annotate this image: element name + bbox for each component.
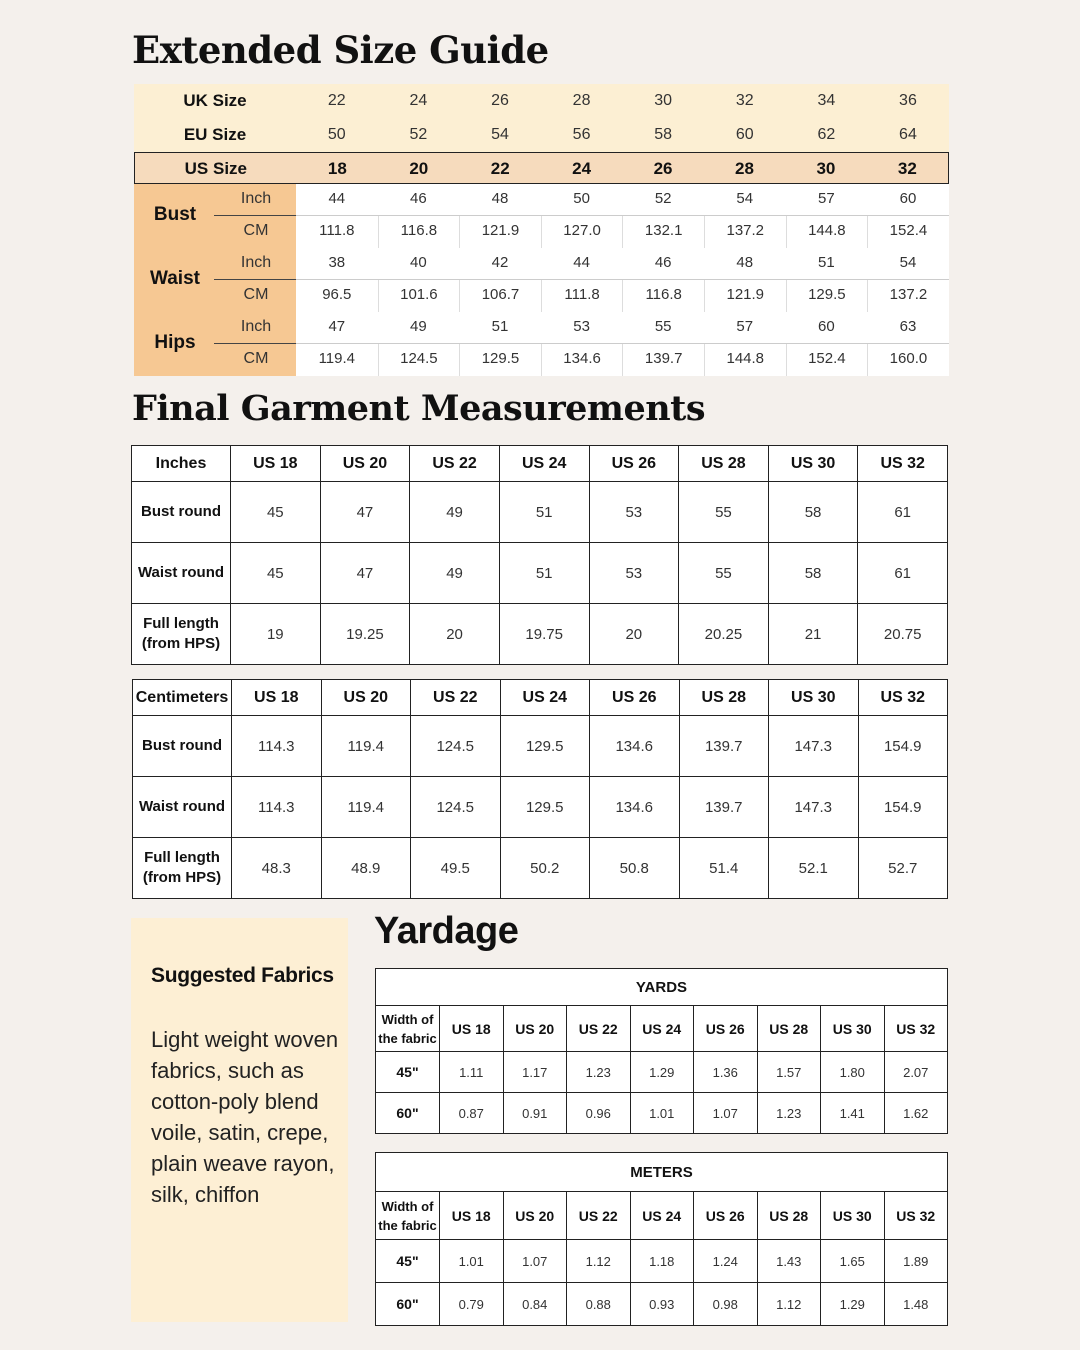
measure-block-bust [134,184,949,248]
value-cell: 58 [768,482,858,543]
value-cell: 139.7 [679,716,769,777]
uk-size-cell: 24 [409,92,428,109]
value-cell: 47 [320,482,410,543]
fabric-width-label: 45" [376,1240,440,1283]
header-row [376,1192,948,1240]
us-size-row [134,152,949,184]
size-header: US 26 [589,446,679,482]
table-row [132,604,948,665]
value-cell: 129.5 [500,777,590,838]
row-label [132,543,231,604]
value-cell: 20 [589,604,679,665]
value-cell: 154.9 [858,777,948,838]
us-size-cell: 22 [490,159,510,178]
row-label-line: Bust round [141,503,221,520]
value-cell: 1.29 [630,1052,694,1093]
row-label-line: Full length [143,615,219,632]
uk-size-cell: 22 [327,92,346,109]
value-cell: 0.87 [440,1093,504,1134]
us-size-cell: 30 [816,159,836,178]
yardage-title: Yardage [374,910,519,952]
value-cell: 20 [410,604,500,665]
value-cell: 1.24 [694,1240,758,1283]
value-cell: 0.79 [440,1283,504,1326]
size-guide-table [134,84,949,377]
row-label [133,777,232,838]
value-cell: 61 [858,543,948,604]
size-header: US 20 [503,1006,567,1052]
value-cell: 51 [499,482,589,543]
value-cell: 1.29 [821,1283,885,1326]
unit-divider [214,279,296,280]
size-header: US 18 [232,680,322,716]
us-size-cell: 18 [327,159,347,178]
unit-cm-label: CM [243,222,269,239]
inch-value: 51 [491,318,509,335]
size-header: US 18 [231,446,321,482]
size-header: US 24 [499,446,589,482]
size-header: US 28 [679,680,769,716]
uk-size-cell: 32 [735,92,754,109]
inch-values-row [296,184,949,216]
cm-value: 134.6 [541,344,623,376]
size-header: US 30 [821,1006,885,1052]
value-cell: 154.9 [858,716,948,777]
inch-value: 48 [736,254,754,271]
unit-inch-label: Inch [240,254,272,271]
size-header: US 28 [679,446,769,482]
size-header: US 20 [320,446,410,482]
unit-divider [214,215,296,216]
value-cell: 1.43 [757,1240,821,1283]
value-cell: 49 [410,482,500,543]
size-header: US 24 [500,680,590,716]
value-cell: 58 [768,543,858,604]
suggested-fabrics-title: Suggested Fabrics [151,964,334,987]
cm-value: 124.5 [378,344,460,376]
row-label-line: (from HPS) [141,635,221,652]
size-header: US 28 [757,1006,821,1052]
measure-name: Hips [154,332,196,353]
value-cell: 1.41 [821,1093,885,1134]
final-garment-title: Final Garment Measurements [132,388,706,429]
cm-value: 132.1 [622,216,704,248]
garment-inches-table [131,445,948,665]
value-cell: 1.17 [503,1052,567,1093]
value-cell: 2.07 [884,1052,948,1093]
measure-block-waist [134,248,949,312]
unit-cm-label: CM [243,286,269,303]
value-cell: 20.75 [858,604,948,665]
unit-header: Centimeters [133,680,232,716]
value-cell: 134.6 [590,777,680,838]
eu-size-label: EU Size [183,125,247,144]
size-header: US 30 [769,680,859,716]
value-cell: 119.4 [321,777,411,838]
inch-value: 49 [410,318,427,335]
value-cell: 48.3 [232,838,322,899]
inch-value: 48 [491,190,509,207]
unit-inch-label: Inch [240,318,272,335]
inch-value: 50 [573,190,590,207]
value-cell: 129.5 [500,716,590,777]
cm-values-row [296,280,949,312]
value-cell: 134.6 [590,716,680,777]
table-row [376,1052,948,1093]
width-of-fabric-label: Width of the fabric [376,1192,440,1240]
garment-cm-table [132,679,948,899]
inch-value: 42 [491,254,509,271]
eu-size-cell: 54 [491,126,509,143]
cm-value: 144.8 [786,216,868,248]
cm-value: 137.2 [704,216,786,248]
yardage-caption: METERS [376,1153,948,1192]
measure-values [296,312,949,376]
cm-value: 160.0 [867,344,949,376]
size-header: US 32 [858,446,948,482]
size-header: US 18 [440,1192,504,1240]
measure-values [296,184,949,248]
eu-size-cell: 64 [899,126,917,143]
measure-name: Waist [150,268,200,289]
header-row [132,446,948,482]
cm-value: 121.9 [459,216,541,248]
size-header: US 30 [768,446,858,482]
unit-divider [214,343,296,344]
row-label [133,716,232,777]
value-cell: 20.25 [679,604,769,665]
inch-value: 47 [328,318,346,335]
eu-size-cell: 62 [817,126,836,143]
cm-value: 152.4 [786,344,868,376]
value-cell: 51 [499,543,589,604]
value-cell: 114.3 [232,716,322,777]
value-cell: 19.75 [499,604,589,665]
inch-value: 40 [410,254,427,271]
inch-value: 46 [654,254,672,271]
value-cell: 0.88 [567,1283,631,1326]
header-row [133,680,948,716]
cm-values-row [296,216,949,248]
cm-value: 111.8 [319,222,355,239]
table-row [132,482,948,543]
size-header: US 22 [567,1192,631,1240]
row-label-line: Bust round [142,737,222,754]
row-label-line: Waist round [137,564,225,581]
cm-value: 116.8 [622,280,704,312]
cm-value: 111.8 [541,280,623,312]
cm-value: 101.6 [378,280,460,312]
measure-label-block [134,312,296,376]
table-row [376,1240,948,1283]
us-size-label: US Size [184,159,247,178]
value-cell: 52.7 [858,838,948,899]
inch-values-row [296,248,949,280]
value-cell: 45 [231,482,321,543]
inch-value: 57 [736,318,754,335]
cm-value: 121.9 [704,280,786,312]
inch-value: 60 [899,190,917,207]
size-header: US 24 [630,1006,694,1052]
cm-value: 139.7 [622,344,704,376]
eu-size-cell: 58 [654,126,673,143]
value-cell: 50.2 [500,838,590,899]
row-label-line: Waist round [138,798,226,815]
value-cell: 124.5 [411,777,501,838]
table-row [133,716,948,777]
uk-size-row [134,84,949,118]
inch-value: 46 [410,190,427,207]
value-cell: 61 [858,482,948,543]
size-header: US 20 [503,1192,567,1240]
size-header: US 32 [858,680,948,716]
value-cell: 1.62 [884,1093,948,1134]
value-cell: 1.48 [884,1283,948,1326]
row-label [133,838,232,899]
table-row [376,1093,948,1134]
size-header: US 28 [757,1192,821,1240]
size-header: US 30 [821,1192,885,1240]
cm-value: 116.8 [378,216,460,248]
value-cell: 1.57 [757,1052,821,1093]
value-cell: 51.4 [679,838,769,899]
size-header: US 20 [321,680,411,716]
value-cell: 53 [589,482,679,543]
table-row [376,1283,948,1326]
uk-size-cell: 28 [572,92,591,109]
suggested-fabrics-text: Light weight woven fabrics, such as cotton-poly blend voile, satin, crepe, plain weave rayon, silk, chiffon [151,1027,339,1207]
value-cell: 1.11 [440,1052,504,1093]
value-cell: 0.96 [567,1093,631,1134]
table-row [133,838,948,899]
value-cell: 147.3 [769,777,859,838]
eu-size-cell: 52 [409,126,428,143]
size-header: US 22 [410,446,500,482]
value-cell: 55 [679,543,769,604]
inch-value: 44 [328,190,346,207]
us-size-cell: 20 [409,159,429,178]
measure-label-block [134,184,296,248]
yardage-caption: YARDS [376,969,948,1006]
eu-size-cell: 60 [735,126,754,143]
value-cell: 1.12 [567,1240,631,1283]
uk-size-cell: 34 [817,92,836,109]
eu-size-cell: 50 [327,126,346,143]
value-cell: 1.89 [884,1240,948,1283]
value-cell: 139.7 [679,777,769,838]
value-cell: 1.23 [757,1093,821,1134]
inch-value: 44 [573,254,590,271]
header-row [376,1006,948,1052]
value-cell: 1.23 [567,1052,631,1093]
value-cell: 147.3 [769,716,859,777]
fabric-width-label: 60" [376,1283,440,1326]
cm-value: 127.0 [541,216,623,248]
uk-size-label: UK Size [183,91,247,110]
cm-value: 96.5 [322,286,352,303]
value-cell: 19.25 [320,604,410,665]
inch-value: 60 [818,318,835,335]
size-header: US 32 [884,1006,948,1052]
size-header: US 32 [884,1192,948,1240]
inch-value: 54 [899,254,917,271]
uk-size-cell: 36 [899,92,917,109]
cm-value: 129.5 [786,280,868,312]
value-cell: 1.12 [757,1283,821,1326]
yardage-meters-table [375,1152,948,1326]
value-cell: 21 [768,604,858,665]
value-cell: 50.8 [590,838,680,899]
cm-value: 144.8 [704,344,786,376]
value-cell: 119.4 [321,716,411,777]
unit-header: Inches [132,446,231,482]
value-cell: 1.80 [821,1052,885,1093]
measure-name: Bust [153,204,197,225]
value-cell: 124.5 [411,716,501,777]
inch-value: 52 [654,190,672,207]
inch-value: 57 [818,190,835,207]
cm-value: 119.4 [318,350,356,367]
cm-value: 137.2 [867,280,949,312]
value-cell: 52.1 [769,838,859,899]
value-cell: 1.07 [694,1093,758,1134]
inch-value: 38 [328,254,346,271]
size-header: US 22 [411,680,501,716]
size-guide-title: Extended Size Guide [132,28,549,72]
value-cell: 45 [231,543,321,604]
value-cell: 1.18 [630,1240,694,1283]
yardage-yards-table [375,968,948,1134]
row-label-line: (from HPS) [142,869,222,886]
caption-row [376,1153,948,1192]
size-header: US 26 [694,1192,758,1240]
value-cell: 1.36 [694,1052,758,1093]
unit-cm-label: CM [243,350,269,367]
cm-value: 106.7 [459,280,541,312]
value-cell: 114.3 [232,777,322,838]
value-cell: 49 [410,543,500,604]
value-cell: 0.91 [503,1093,567,1134]
row-label [132,482,231,543]
measure-block-hips [134,312,949,376]
us-size-cell: 28 [735,159,754,178]
us-size-cell: 26 [653,159,673,178]
inch-value: 55 [654,318,672,335]
size-header: US 18 [440,1006,504,1052]
uk-size-cell: 26 [491,92,509,109]
value-cell: 49.5 [411,838,501,899]
caption-row [376,969,948,1006]
value-cell: 0.98 [694,1283,758,1326]
table-row [132,543,948,604]
us-size-cell: 32 [897,159,917,178]
value-cell: 48.9 [321,838,411,899]
value-cell: 0.84 [503,1283,567,1326]
value-cell: 53 [589,543,679,604]
measure-label-block [134,248,296,312]
value-cell: 0.93 [630,1283,694,1326]
inch-value: 63 [899,318,917,335]
row-label [132,604,231,665]
cm-value: 129.5 [459,344,541,376]
value-cell: 1.01 [630,1093,694,1134]
value-cell: 55 [679,482,769,543]
value-cell: 1.01 [440,1240,504,1283]
us-size-cell: 24 [572,159,592,178]
uk-size-cell: 30 [654,92,673,109]
row-label-line: Full length [144,849,220,866]
eu-size-cell: 56 [572,126,591,143]
unit-inch-label: Inch [240,190,272,207]
inch-value: 53 [573,318,590,335]
cm-value: 152.4 [867,216,949,248]
eu-size-row [134,118,949,152]
value-cell: 19 [231,604,321,665]
suggested-fabrics-panel [131,918,348,1322]
fabric-width-label: 60" [376,1093,440,1134]
size-header: US 24 [630,1192,694,1240]
value-cell: 1.07 [503,1240,567,1283]
size-header: US 26 [590,680,680,716]
cm-values-row [296,344,949,376]
inch-values-row [296,312,949,344]
measure-values [296,248,949,312]
table-row [133,777,948,838]
width-of-fabric-label: Width of the fabric [376,1006,440,1052]
value-cell: 47 [320,543,410,604]
size-header: US 22 [567,1006,631,1052]
inch-value: 54 [736,190,754,207]
fabric-width-label: 45" [376,1052,440,1093]
size-header: US 26 [694,1006,758,1052]
inch-value: 51 [818,254,835,271]
value-cell: 1.65 [821,1240,885,1283]
